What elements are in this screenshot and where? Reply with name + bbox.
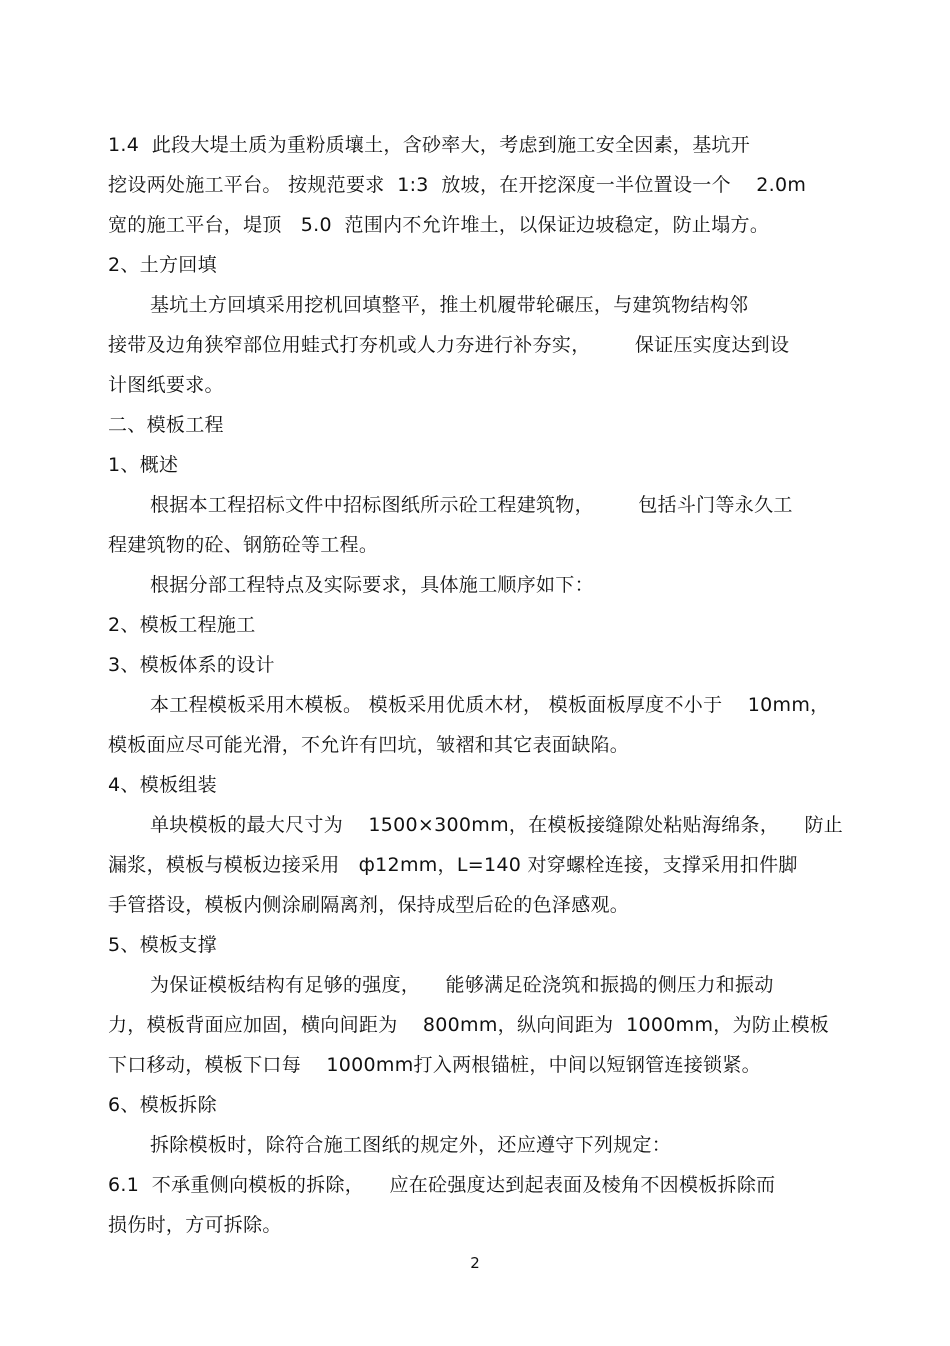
paragraph-line: 1.4 此段大堤土质为重粉质壤土，含砂率大，考虑到施工安全因素，基坑开 <box>108 134 751 156</box>
section-heading: 二、模板工程 <box>108 414 224 436</box>
paragraph-line: 基坑土方回填采用挖机回填整平，推土机履带轮碾压，与建筑物结构邻 <box>150 294 749 316</box>
page-number: 2 <box>470 1254 480 1272</box>
paragraph-line: 接带及边角狭窄部位用蛙式打夯机或人力夯进行补夯实， 保证压实度达到设 <box>108 334 790 356</box>
paragraph-line: 本工程模板采用木模板。 模板采用优质木材， 模板面板厚度不小于 10mm， <box>150 694 830 716</box>
paragraph-line: 程建筑物的砼、钢筋砼等工程。 <box>108 534 379 556</box>
section-heading: 4、模板组装 <box>108 774 217 796</box>
paragraph-line: 单块模板的最大尺寸为 1500×300mm，在模板接缝隙处粘贴海绵条， 防止 <box>150 814 844 836</box>
paragraph-line: 计图纸要求。 <box>108 374 224 396</box>
section-heading: 1、概述 <box>108 454 179 476</box>
paragraph-line: 根据分部工程特点及实际要求，具体施工顺序如下： <box>150 574 594 596</box>
paragraph-line: 力，模板背面应加固，横向间距为 800mm，纵向间距为 1000mm，为防止模板 <box>108 1014 830 1036</box>
section-heading: 5、模板支撑 <box>108 934 217 956</box>
paragraph-line: 拆除模板时，除符合施工图纸的规定外，还应遵守下列规定： <box>150 1134 672 1156</box>
paragraph-line: 损伤时，方可拆除。 <box>108 1214 282 1236</box>
paragraph-line: 模板面应尽可能光滑，不允许有凹坑，皱褶和其它表面缺陷。 <box>108 734 630 756</box>
section-heading: 6、模板拆除 <box>108 1094 217 1116</box>
paragraph-line: 漏浆，模板与模板边接采用 ф12mm，L=140 对穿螺栓连接，支撑采用扣件脚 <box>108 854 798 876</box>
paragraph-line: 为保证模板结构有足够的强度， 能够满足砼浇筑和振捣的侧压力和振动 <box>150 974 774 996</box>
section-heading: 2、模板工程施工 <box>108 614 256 636</box>
paragraph-line: 宽的施工平台，堤顶 5.0 范围内不允许堆土，以保证边坡稳定，防止塌方。 <box>108 214 770 236</box>
section-heading: 3、模板体系的设计 <box>108 654 275 676</box>
section-heading: 2、土方回填 <box>108 254 217 276</box>
paragraph-line: 6.1 不承重侧向模板的拆除， 应在砼强度达到起表面及棱角不因模板拆除而 <box>108 1174 776 1196</box>
paragraph-line: 手管搭设，模板内侧涂刷隔离剂，保持成型后砼的色泽感观。 <box>108 894 630 916</box>
paragraph-line: 挖设两处施工平台。 按规范要求 1:3 放坡，在开挖深度一半位置设一个 2.0m <box>108 174 807 196</box>
paragraph-line: 下口移动，模板下口每 1000mm打入两根锚桩，中间以短钢管连接锁紧。 <box>108 1054 761 1076</box>
paragraph-line: 根据本工程招标文件中招标图纸所示砼工程建筑物， 包括斗门等永久工 <box>150 494 793 516</box>
